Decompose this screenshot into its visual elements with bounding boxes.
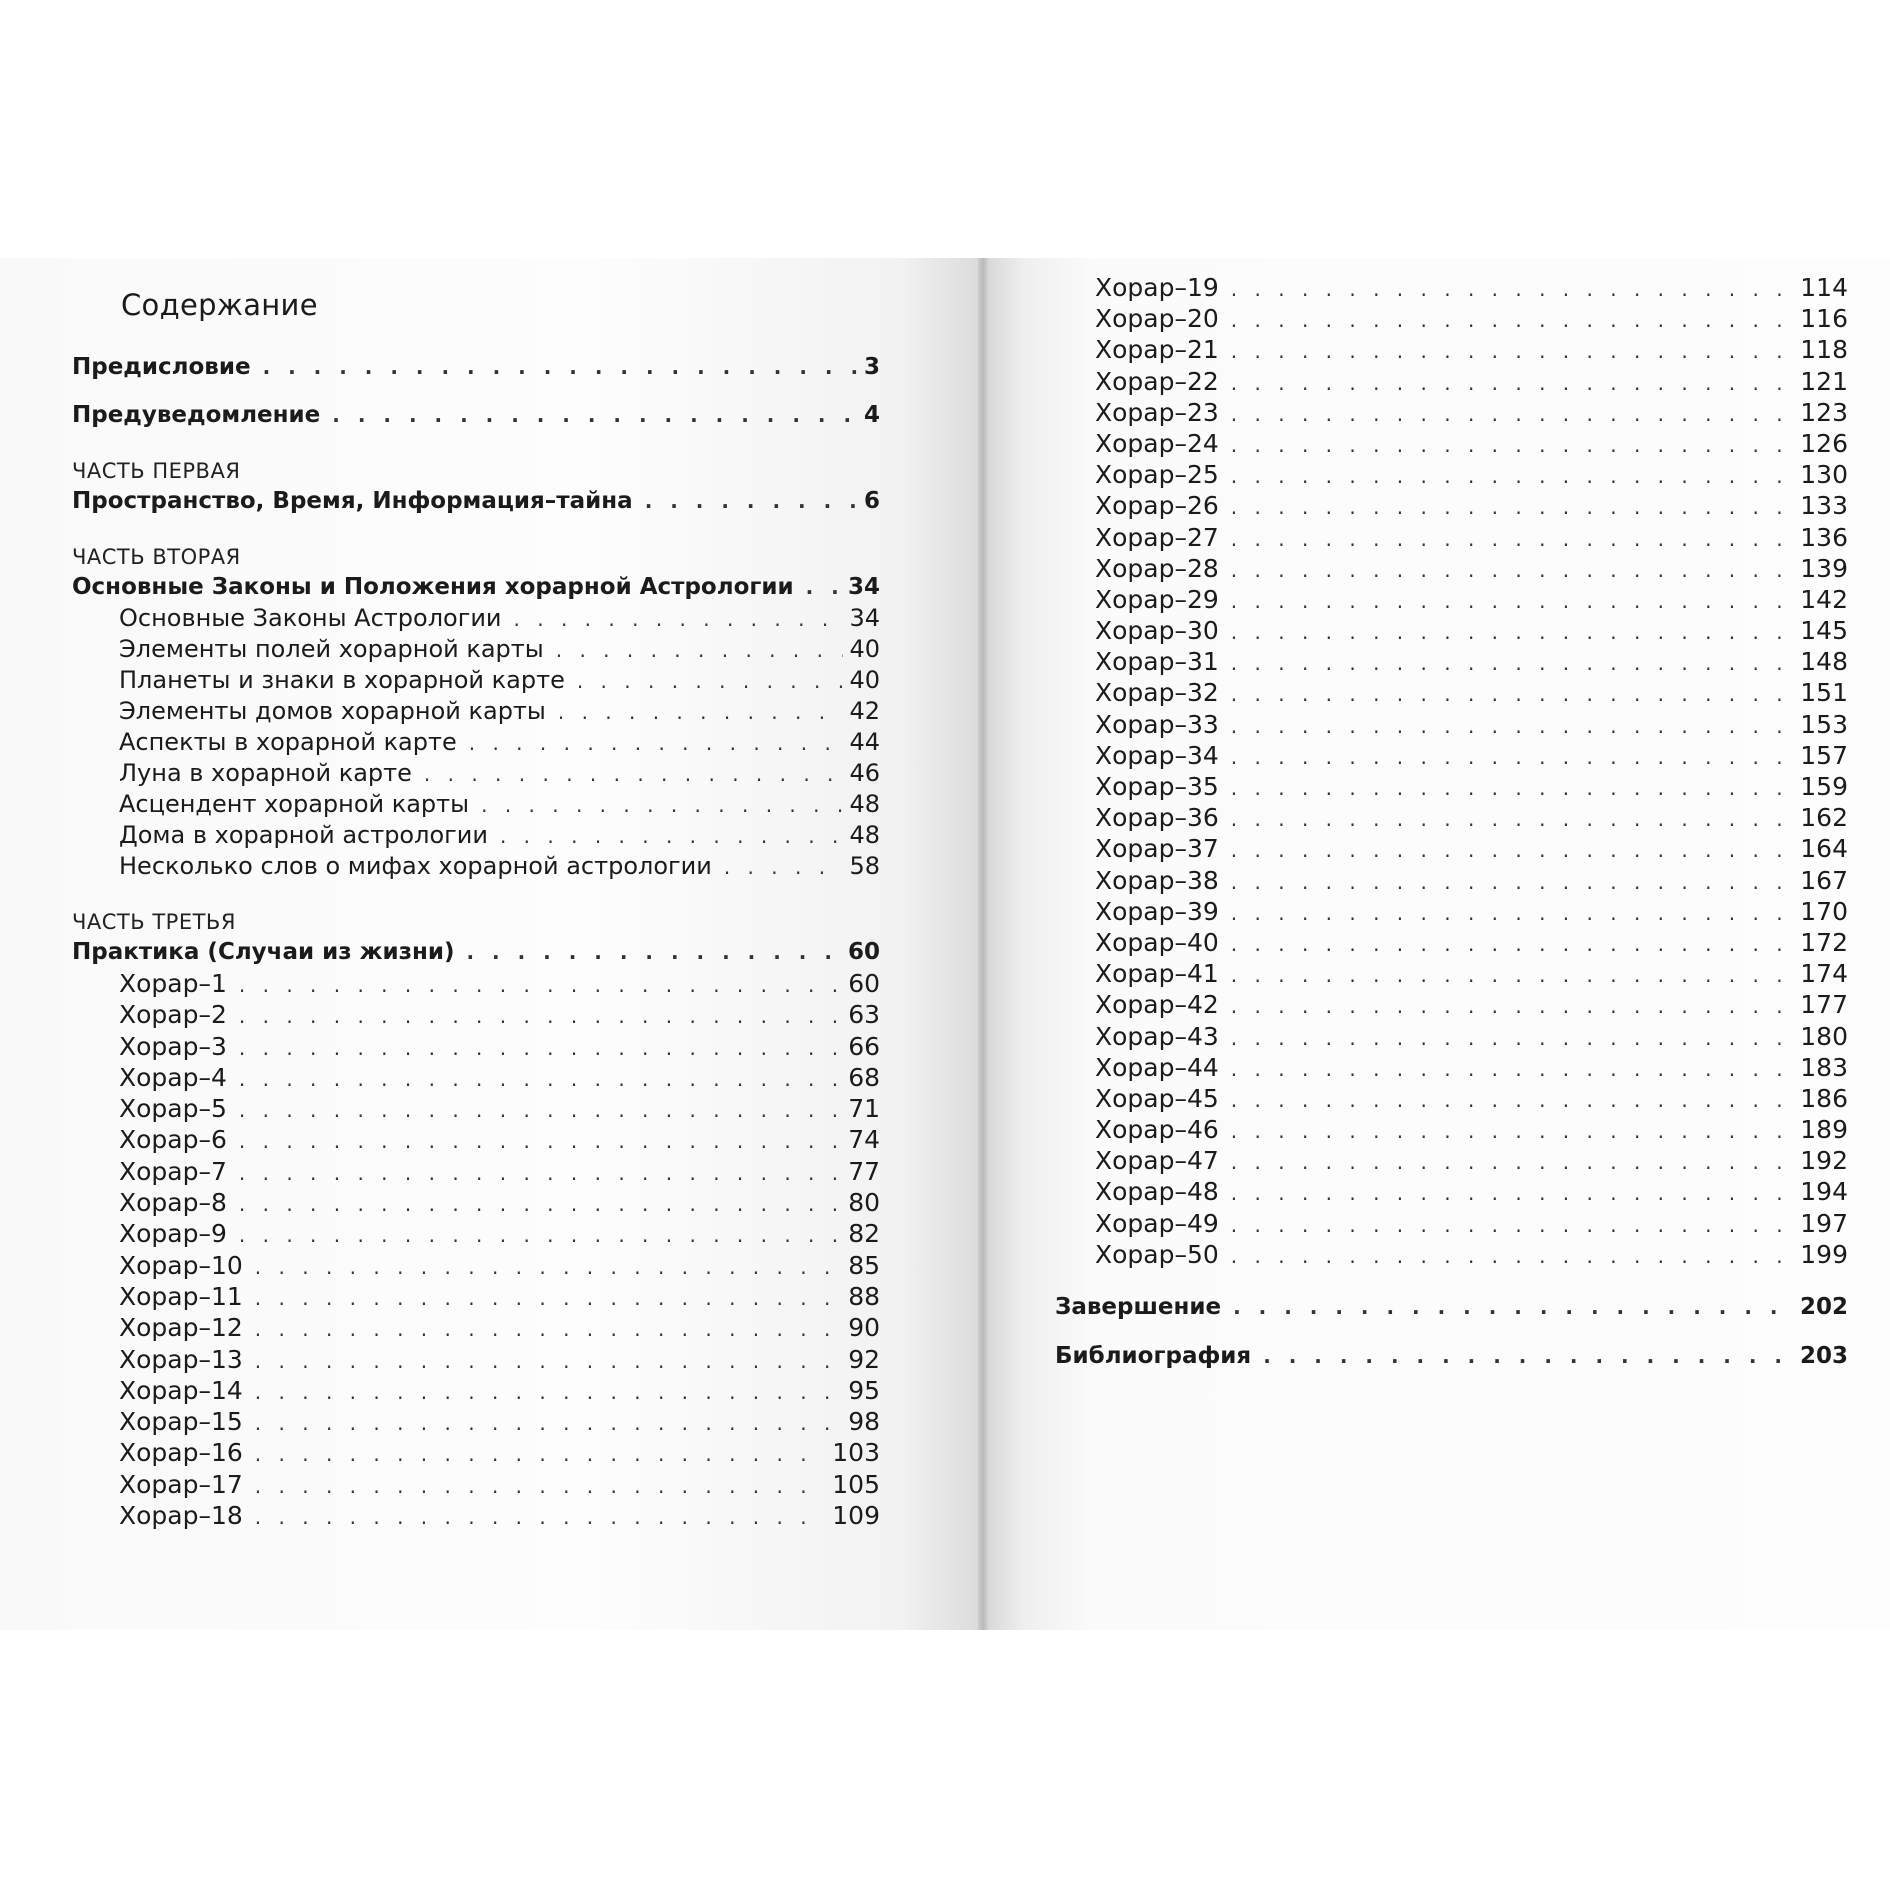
dot-leader [1231, 274, 1794, 305]
toc-entry-page: 116 [1800, 304, 1848, 334]
toc-entry-page: 60 [847, 939, 880, 965]
dot-leader [1231, 586, 1794, 617]
toc-entry-page: 130 [1800, 460, 1848, 490]
dot-leader [1231, 648, 1794, 679]
toc-entry-preface [72, 352, 880, 383]
toc-entry-page: 199 [1800, 1239, 1848, 1269]
toc-entry-label: Хорар–18 [119, 1501, 243, 1531]
toc-entry-page: 118 [1800, 335, 1848, 365]
toc-entry [988, 1052, 1848, 1083]
dot-leader [1231, 1023, 1794, 1054]
toc-entry [988, 553, 1848, 584]
dot-leader [1231, 1085, 1794, 1116]
toc-entry [988, 802, 1848, 833]
dot-leader [239, 1158, 842, 1189]
toc-entry-label: Хорар–37 [1095, 834, 1219, 864]
toc-entry-label: Хорар–36 [1095, 803, 1219, 833]
toc-entry-page: 66 [848, 1031, 880, 1061]
toc-entry [72, 665, 880, 696]
toc-entry [72, 1375, 880, 1406]
dot-leader [1231, 524, 1794, 555]
toc-entry-label: Хорар–4 [119, 1062, 227, 1092]
toc-entry-label: Хорар–17 [119, 1469, 243, 1499]
dot-leader [239, 1095, 842, 1126]
toc-entry [988, 833, 1848, 864]
toc-entry [988, 1208, 1848, 1239]
toc-entry-page: 202 [1799, 1294, 1848, 1320]
dot-leader [239, 1064, 842, 1095]
toc-entry-label: Хорар–29 [1095, 584, 1219, 614]
toc-entry [72, 1406, 880, 1437]
dot-leader [466, 937, 842, 968]
dot-leader [469, 728, 844, 759]
toc-entry-label: Хорар–48 [1095, 1177, 1219, 1207]
toc-entry-page: 46 [849, 759, 880, 787]
toc-entry [988, 1083, 1848, 1114]
toc-entry [988, 958, 1848, 989]
toc-entry-page: 162 [1800, 803, 1848, 833]
toc-entry-page: 177 [1800, 990, 1848, 1020]
toc-entry-label: Хорар–1 [119, 969, 227, 998]
toc-entry-page: 42 [849, 697, 880, 725]
toc-entry-page: 164 [1800, 834, 1848, 864]
toc-entry-label: Хорар–3 [119, 1031, 227, 1061]
toc-entry-part2 [72, 572, 880, 603]
toc-entry [988, 522, 1848, 553]
toc-entry-label: Хорар–26 [1095, 491, 1219, 521]
toc-entry-label: Хорар–50 [1095, 1239, 1219, 1269]
dot-leader [1231, 898, 1794, 929]
dot-leader [255, 1408, 842, 1439]
toc-entry-label: Предисловие [72, 354, 251, 380]
dot-leader [1231, 679, 1794, 710]
dot-leader [1231, 461, 1794, 492]
toc-entry [72, 1093, 880, 1124]
dot-leader [255, 1439, 826, 1470]
toc-entry-page: 44 [849, 728, 880, 756]
toc-entry-label: Хорар–9 [119, 1219, 227, 1249]
dot-leader [724, 852, 844, 883]
toc-entry-page: 197 [1800, 1208, 1848, 1238]
toc-entry-page: 48 [849, 790, 880, 818]
toc-entry-label: Хорар–32 [1095, 678, 1219, 708]
toc-entry-label: Хорар–8 [119, 1188, 227, 1218]
toc-entry [72, 851, 880, 882]
toc-entry-page: 148 [1800, 647, 1848, 677]
toc-entry-label: Предуведомление [72, 402, 321, 428]
toc-entry-label: Хорар–43 [1095, 1021, 1219, 1051]
toc-entry [72, 758, 880, 789]
toc-entry-page: 92 [848, 1344, 880, 1374]
toc-entry-page: 203 [1799, 1343, 1848, 1369]
dot-leader [1231, 305, 1794, 336]
dot-leader [1231, 991, 1794, 1022]
toc-entry [988, 1114, 1848, 1145]
toc-entry-page: 103 [832, 1438, 880, 1468]
toc-entry-label: Хорар–39 [1095, 896, 1219, 926]
toc-entry-page: 6 [863, 488, 880, 514]
dot-leader [263, 352, 858, 383]
toc-entry-page: 82 [848, 1219, 880, 1249]
dot-leader [239, 1126, 842, 1157]
toc-entry-part1 [72, 486, 880, 517]
dot-leader [1231, 835, 1794, 866]
toc-entry-page: 174 [1800, 959, 1848, 989]
dot-leader [1231, 430, 1794, 461]
toc-entry-label: Хорар–35 [1095, 772, 1219, 801]
toc-entry-label: Хорар–45 [1095, 1083, 1219, 1113]
toc-entry-page: 90 [848, 1313, 880, 1343]
toc-entry-page: 105 [832, 1469, 880, 1499]
toc-entry [72, 1124, 880, 1155]
dot-leader [1231, 368, 1794, 399]
toc-entry-page: 60 [848, 969, 880, 998]
toc-entry-page: 121 [1800, 366, 1848, 396]
toc-entry-page: 167 [1800, 865, 1848, 895]
toc-entry [988, 1021, 1848, 1052]
toc-entry-page: 180 [1800, 1021, 1848, 1051]
toc-entry [988, 646, 1848, 677]
toc-entry-label: Хорар–42 [1095, 990, 1219, 1020]
toc-entry-label: Дома в хорарной астрологии [119, 821, 488, 849]
dot-leader [1233, 1292, 1794, 1323]
toc-entry [988, 771, 1848, 802]
dot-leader [1231, 555, 1794, 586]
dot-leader [239, 1001, 842, 1032]
toc-entry-label: Основные Законы и Положения хорарной Астрологии [72, 574, 794, 600]
toc-entry-label: Элементы домов хорарной карты [119, 697, 546, 725]
toc-entry-label: Хорар–6 [119, 1125, 227, 1155]
toc-entry-page: 139 [1800, 553, 1848, 583]
toc-entry [72, 1500, 880, 1531]
toc-entry-page: 48 [849, 821, 880, 849]
toc-entry-page: 145 [1800, 616, 1848, 646]
dot-leader [806, 572, 842, 603]
dot-leader [424, 759, 844, 790]
dot-leader [645, 486, 858, 517]
toc-entry [72, 1187, 880, 1218]
dot-leader [514, 604, 844, 635]
toc-entry-label: Хорар–19 [1095, 273, 1219, 302]
toc-entry-label: Хорар–34 [1095, 740, 1219, 770]
dot-leader [1231, 742, 1794, 773]
toc-entry-page: 192 [1800, 1146, 1848, 1176]
toc-entry [72, 968, 880, 999]
toc-entry [988, 865, 1848, 896]
toc-entry [988, 709, 1848, 740]
toc-entry-page: 194 [1800, 1177, 1848, 1207]
toc-entry-page: 95 [848, 1375, 880, 1405]
toc-entry [72, 1062, 880, 1093]
toc-entry-page: 98 [848, 1407, 880, 1437]
toc-entry [988, 584, 1848, 615]
toc-entry-label: Хорар–22 [1095, 366, 1219, 396]
toc-right-column [988, 272, 1848, 1372]
toc-entry-foreword [72, 400, 880, 431]
dot-leader [1263, 1341, 1794, 1372]
toc-entry-label: Элементы полей хорарной карты [119, 635, 544, 663]
toc-entry [72, 634, 880, 665]
toc-entry-page: 88 [848, 1281, 880, 1311]
toc-entry-label: Хорар–27 [1095, 522, 1219, 552]
dot-leader [255, 1314, 842, 1345]
toc-entry [988, 397, 1848, 428]
toc-entry-page: 4 [863, 402, 880, 428]
toc-entry-label: Хорар–15 [119, 1407, 243, 1437]
dot-leader [1231, 1147, 1794, 1178]
toc-entry [988, 366, 1848, 397]
toc-entry-label: Завершение [1055, 1294, 1222, 1320]
toc-entry-page: 172 [1800, 927, 1848, 957]
toc-entry-page: 133 [1800, 491, 1848, 521]
dot-leader [255, 1502, 826, 1533]
toc-entry-label: Хорар–13 [119, 1344, 243, 1374]
toc-entry-label: Хорар–10 [119, 1250, 243, 1280]
dot-leader [1231, 492, 1794, 523]
toc-entry [988, 677, 1848, 708]
toc-entry-bibliography [988, 1341, 1848, 1372]
toc-entry-page: 34 [849, 604, 880, 632]
dot-leader [1231, 711, 1794, 742]
right-page [988, 258, 1890, 1630]
toc-entry-label: Библиография [1055, 1343, 1252, 1369]
toc-entry [988, 927, 1848, 958]
toc-entry-label: Хорар–41 [1095, 959, 1219, 989]
book-spread [0, 258, 1890, 1630]
toc-entry-page: 170 [1800, 896, 1848, 926]
toc-entry-label: Хорар–12 [119, 1313, 243, 1343]
dot-leader [481, 790, 843, 821]
toc-entry-page: 85 [848, 1250, 880, 1280]
dot-leader [556, 635, 844, 666]
toc-entry-conclusion [988, 1292, 1848, 1323]
toc-entry [988, 303, 1848, 334]
toc-entry [988, 334, 1848, 365]
dot-leader [255, 1377, 842, 1408]
left-page [0, 258, 978, 1630]
toc-entry-page: 71 [848, 1094, 880, 1124]
toc-entry [988, 989, 1848, 1020]
toc-entry-page: 34 [847, 574, 880, 600]
toc-entry [72, 1218, 880, 1249]
part-heading: ЧАСТЬ ВТОРАЯ [72, 545, 241, 569]
toc-entry-page: 3 [863, 354, 880, 380]
toc-entry-page: 80 [848, 1188, 880, 1218]
toc-entry-label: Луна в хорарной карте [119, 759, 412, 787]
toc-entry-label: Хорар–14 [119, 1375, 243, 1405]
dot-leader [1231, 336, 1794, 367]
toc-entry-page: 189 [1800, 1115, 1848, 1145]
toc-entry [72, 1437, 880, 1468]
toc-entry-page: 126 [1800, 428, 1848, 458]
toc-entry-label: Хорар–5 [119, 1094, 227, 1124]
page-title: Содержание [121, 288, 318, 322]
dot-leader [255, 1346, 842, 1377]
toc-entry [72, 1156, 880, 1187]
toc-entry-label: Хорар–38 [1095, 865, 1219, 895]
toc-entry-label: Хорар–44 [1095, 1052, 1219, 1082]
toc-entry [72, 696, 880, 727]
toc-entry [988, 490, 1848, 521]
part-heading: ЧАСТЬ ПЕРВАЯ [72, 459, 241, 483]
toc-entry [72, 789, 880, 820]
toc-entry-label: Хорар–16 [119, 1438, 243, 1468]
toc-entry [72, 1469, 880, 1500]
toc-entry [72, 1031, 880, 1062]
dot-leader [239, 1189, 842, 1220]
toc-entry-label: Хорар–31 [1095, 647, 1219, 677]
toc-entry-page: 40 [849, 666, 880, 694]
toc-entry-label: Практика (Случаи из жизни) [72, 939, 455, 965]
toc-entry [988, 1145, 1848, 1176]
dot-leader [1231, 804, 1794, 835]
dot-leader [1231, 773, 1794, 804]
toc-entry-page: 74 [848, 1125, 880, 1155]
toc-entry-page: 109 [832, 1501, 880, 1531]
toc-entry [988, 615, 1848, 646]
toc-entry-page: 183 [1800, 1052, 1848, 1082]
toc-entry [988, 1239, 1848, 1270]
toc-entry-page: 114 [1800, 273, 1848, 302]
toc-entry-page: 63 [848, 1000, 880, 1030]
dot-leader [558, 697, 844, 728]
dot-leader [255, 1252, 842, 1283]
toc-entry-page: 153 [1800, 709, 1848, 739]
dot-leader [1231, 617, 1794, 648]
dot-leader [1231, 1241, 1794, 1272]
dot-leader [1231, 867, 1794, 898]
toc-entry [988, 740, 1848, 771]
toc-entry-label: Хорар–28 [1095, 553, 1219, 583]
toc-entry-label: Хорар–40 [1095, 927, 1219, 957]
toc-entry [72, 1344, 880, 1375]
toc-entry-page: 157 [1800, 740, 1848, 770]
toc-entry-page: 68 [848, 1062, 880, 1092]
toc-entry-label: Планеты и знаки в хорарной карте [119, 666, 565, 694]
toc-entry-label: Хорар–25 [1095, 460, 1219, 490]
toc-entry-label: Хорар–2 [119, 1000, 227, 1030]
dot-leader [1231, 1054, 1794, 1085]
toc-entry [988, 896, 1848, 927]
toc-entry-page: 151 [1800, 678, 1848, 708]
toc-entry [72, 1250, 880, 1281]
dot-leader [255, 1283, 842, 1314]
toc-entry-label: Несколько слов о мифах хорарной астрологии [119, 852, 712, 880]
dot-leader [332, 400, 858, 431]
dot-leader [1231, 929, 1794, 960]
dot-leader [239, 1033, 842, 1064]
toc-entry-label: Основные Законы Астрологии [119, 604, 502, 632]
toc-left-column [72, 352, 880, 1531]
toc-entry-part3 [72, 937, 880, 968]
toc-entry [988, 1176, 1848, 1207]
toc-entry-page: 58 [849, 852, 880, 880]
toc-entry [988, 272, 1848, 303]
dot-leader [577, 666, 844, 697]
toc-entry-label: Хорар–49 [1095, 1208, 1219, 1238]
dot-leader [1231, 1116, 1794, 1147]
dot-leader [255, 1471, 826, 1502]
book-gutter [978, 258, 988, 1630]
dot-leader [1231, 399, 1794, 430]
dot-leader [500, 821, 844, 852]
toc-entry-page: 159 [1800, 772, 1848, 801]
toc-entry-page: 77 [848, 1156, 880, 1186]
toc-entry-label: Хорар–46 [1095, 1115, 1219, 1145]
dot-leader [1231, 1178, 1794, 1209]
toc-entry-page: 123 [1800, 397, 1848, 427]
toc-entry [72, 727, 880, 758]
toc-entry [988, 459, 1848, 490]
toc-entry-page: 142 [1800, 584, 1848, 614]
toc-entry-label: Пространство, Время, Информация–тайна [72, 488, 633, 514]
toc-entry-page: 186 [1800, 1083, 1848, 1113]
toc-entry-label: Хорар–47 [1095, 1146, 1219, 1176]
toc-entry [72, 603, 880, 634]
toc-entry-label: Асцендент хорарной карты [119, 790, 470, 818]
toc-entry-label: Хорар–20 [1095, 304, 1219, 334]
dot-leader [239, 1220, 842, 1251]
toc-entry-label: Хорар–24 [1095, 428, 1219, 458]
toc-entry [988, 428, 1848, 459]
toc-entry-page: 136 [1800, 522, 1848, 552]
toc-entry-label: Хорар–23 [1095, 397, 1219, 427]
toc-entry [72, 1281, 880, 1312]
toc-entry-label: Хорар–21 [1095, 335, 1219, 365]
toc-entry [72, 999, 880, 1030]
dot-leader [239, 970, 842, 1001]
toc-entry [72, 820, 880, 851]
dot-leader [1231, 960, 1794, 991]
toc-entry-label: Хорар–11 [119, 1281, 243, 1311]
toc-entry-label: Аспекты в хорарной карте [119, 728, 457, 756]
toc-entry-label: Хорар–7 [119, 1156, 227, 1186]
toc-entry-label: Хорар–33 [1095, 709, 1219, 739]
part-heading: ЧАСТЬ ТРЕТЬЯ [72, 910, 236, 934]
dot-leader [1231, 1210, 1794, 1241]
toc-entry [72, 1312, 880, 1343]
toc-entry-page: 40 [849, 635, 880, 663]
toc-entry-label: Хорар–30 [1095, 616, 1219, 646]
